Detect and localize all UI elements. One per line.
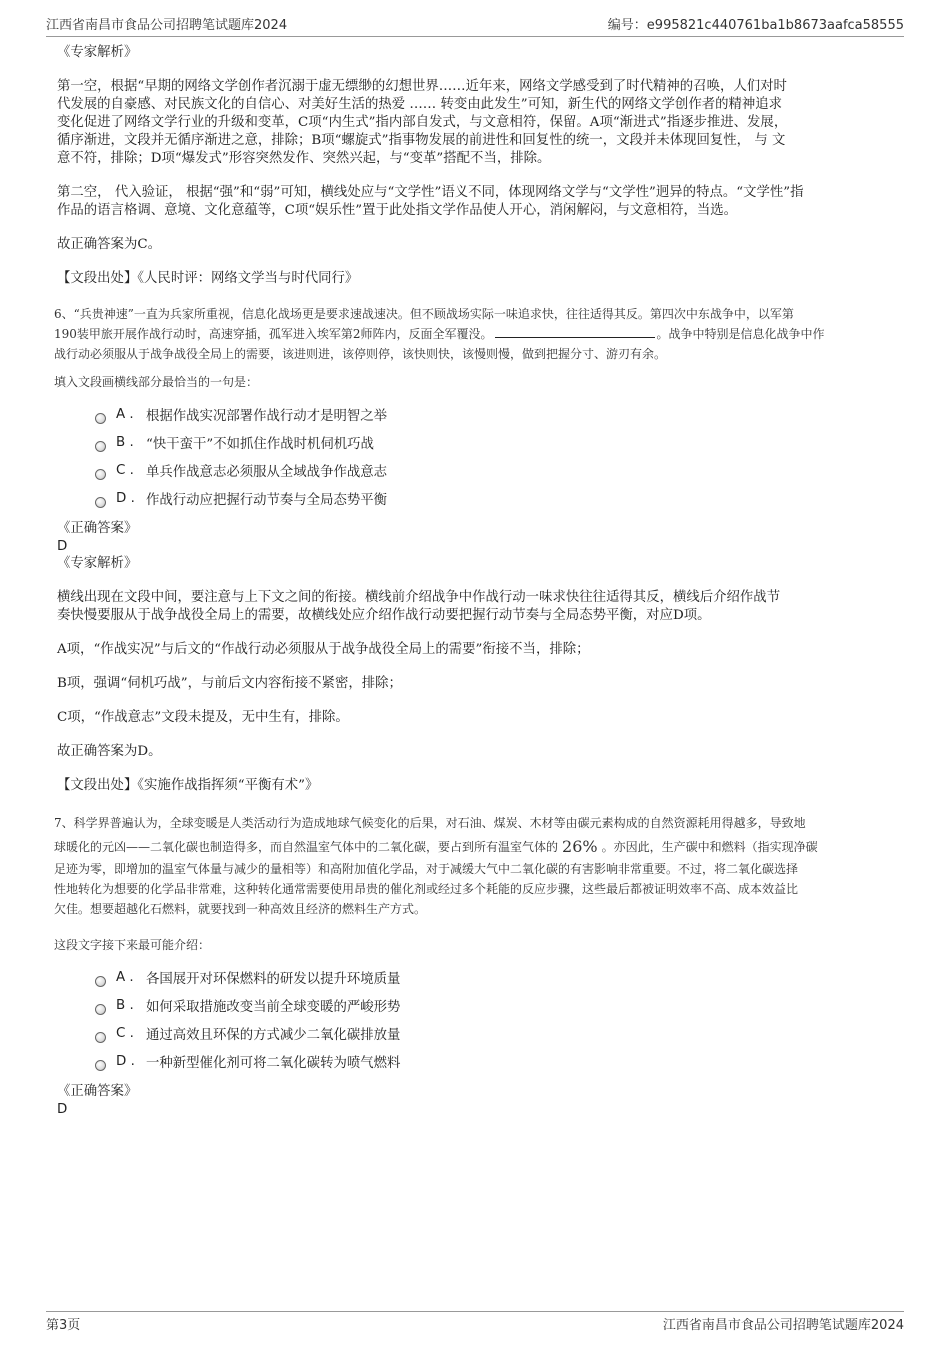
option-d[interactable]: D . 作战行动应把握行动节奏与全局态势平衡: [95, 484, 904, 512]
question-text: 7、科学界普遍认为，全球变暖是人类活动行为造成地球气候变化的后果，对石油、煤炭、木材等由碳元素构成的自然资源耗用得越多，导致地: [54, 816, 806, 830]
option-c-note: C项，“作战意志”文段未提及，无中生有，排除。: [57, 710, 349, 725]
page-footer: [46, 1311, 904, 1333]
radio-icon[interactable]: [95, 413, 106, 424]
question-7: 7、科学界普遍认为，全球变暖是人类活动行为造成地球气候变化的后果，对石油、煤炭、木材等由碳元素构成的自然资源耗用得越多，导致地 球暖化的元凶——二氧化碳也制造得多，而自然温室气体中的二氧化碳，要占到所有温室气体的 26% 。亦因此，生产碳中和燃料（指实现净碳 足迹为零，即增加的温室气体量与减少的量相等）和高附加值化学品，对于减缓大气中二氧化碳的有害影响非常重要。不过，将二氧化碳选择 性地转化为想要的化学品非常难，这种转化通常需要使用昂贵的催化剂或经过多个耗能的反应步骤，这些最后都被证明效率不高、成本效益比 欠佳。想要超越化石燃料，就要找到一种高效且经济的燃料生产方式。 这段文字接下来最可能介绍： A . 各国展开对环保燃料的研发以提升环境质量 B . 如何采取措施改变当前全球变暖的严峻形势 C . 通过高效且环保的方式减少二氧化碳排放量 D . 一种新型催化剂可将二氧化碳转为喷气燃料 《正确答案》 D: [57, 811, 904, 1118]
radio-icon[interactable]: [95, 441, 106, 452]
radio-icon[interactable]: [95, 497, 106, 508]
answer-options: [95, 963, 904, 1075]
answer-title: 《正确答案》: [57, 1084, 138, 1099]
correct-answer: D: [57, 539, 68, 554]
radio-icon[interactable]: [95, 469, 106, 480]
radio-icon[interactable]: [95, 1032, 106, 1043]
option-a-note: A项，“作战实况”与后文的“作战行动必须服从于战争战役全局上的需要”衔接不当，排除；: [57, 642, 590, 657]
page-header: [46, 14, 904, 37]
analysis-paragraph: 横线出现在文段中间，要注意与上下文之间的衔接。横线前介绍战争中作战行动一味求快往往适得其反，横线后介绍作战节 奏快慢要服从于战争战役全局上的需要，故横线处应介绍作战行动要把握行动节奏与全局态势平衡，对应D项。: [57, 590, 781, 623]
option-d[interactable]: D . 一种新型催化剂可将二氧化碳转为喷气燃料: [95, 1047, 904, 1075]
option-b-note: B项，强调“伺机巧战”，与前后文内容衔接不紧密，排除；: [57, 676, 402, 691]
option-c[interactable]: C . 单兵作战意志必须服从全域战争作战意志: [95, 456, 904, 484]
document-id: 编号：e995821c440761ba1b8673aafca58555: [607, 18, 904, 33]
source-citation: 【文段出处】《实施作战指挥须“平衡有术”》: [57, 778, 319, 793]
analysis-paragraph-2: 第二空， 代入验证， 根据“强”和“弱”可知，横线处应与“文学性”语义不同，体现网络文学与“文学性”迥异的特点。“文学性”指 作品的语言格调、意境、文化意蕴等，C项“娱乐性”置于此处指文学作品使人开心，消闲解闷，与文意相符，当选。: [57, 185, 804, 218]
option-b[interactable]: B . 如何采取措施改变当前全球变暖的严峻形势: [95, 991, 904, 1019]
page-content: [54, 44, 904, 1118]
footer-title: 江西省南昌市食品公司招聘笔试题库2024: [662, 1318, 904, 1333]
percent-value: 26%: [562, 837, 598, 856]
option-c[interactable]: C . 通过高效且环保的方式减少二氧化碳排放量: [95, 1019, 904, 1047]
question-6: 6、“兵贵神速”一直为兵家所重视，信息化战场更是要求速战速决。但不顾战场实际一味追求快，往往适得其反。第四次中东战争中，以军第 190装甲旅开展作战行动时，高速穿插，孤军进入埃军第2师阵内，反面全军覆没。 。战争中特别是信息化战争中作 战行动必须服从于战争战役全局上的需要，该进则进，该停则停，该快则快，该慢则慢，做到把握分寸、游刃有余。 填入文段画横线部分最恰当的一句是： A . 根据作战实况部署作战行动才是明智之举 B . “快干蛮干”不如抓住作战时机伺机巧战 C . 单兵作战意志必须服从全域战争作战意志 D . 作战行动应把握行动节奏与全局态势平衡 《正确答案》 D 《专家解析》 横线出现在文段中间，要注意与上下文之间的衔接。横线前介绍战争中作战行动一味求快往往适得其反，横线后介绍作战节 奏快慢要服从于战争战役全局上的需要，故横线处应介绍作战行动要把握行动节奏与全局态势平衡，对应D项。 A项，“作战实况”与后文的“作战行动必须服从于战争战役全局上的需要”衔接不当，排除； B项，强调“伺机巧战”，与前后文内容衔接不紧密，排除； C项，“作战意志”文段未提及，无中生有，排除。 故正确答案为D。 【文段出处】《实施作战指挥须“平衡有术”》: [57, 304, 904, 795]
analysis-title: 《专家解析》: [57, 45, 138, 60]
option-b[interactable]: B . “快干蛮干”不如抓住作战时机伺机巧战: [95, 428, 904, 456]
header-title: 江西省南昌市食品公司招聘笔试题库2024: [46, 18, 288, 33]
option-a[interactable]: A . 各国展开对环保燃料的研发以提升环境质量: [95, 963, 904, 991]
option-a[interactable]: A . 根据作战实况部署作战行动才是明智之举: [95, 400, 904, 428]
conclusion: 故正确答案为D。: [57, 744, 162, 759]
question-prompt: 这段文字接下来最可能介绍：: [54, 938, 211, 952]
question-text: 6、“兵贵神速”一直为兵家所重视，信息化战场更是要求速战速决。但不顾战场实际一味追求快，往往适得其反。第四次中东战争中，以军第: [54, 307, 794, 321]
correct-answer: D: [57, 1102, 68, 1117]
question-prompt: 填入文段画横线部分最恰当的一句是：: [54, 375, 259, 389]
answer-options: [95, 400, 904, 512]
radio-icon[interactable]: [95, 1060, 106, 1071]
source-citation: 【文段出处】《人民时评：网络文学当与时代同行》: [57, 271, 359, 286]
page-number: 第3页: [46, 1318, 81, 1333]
fill-blank: [495, 325, 655, 338]
analysis-title: 《专家解析》: [57, 556, 138, 571]
radio-icon[interactable]: [95, 1004, 106, 1015]
analysis-paragraph-1: 第一空，根据“早期的网络文学创作者沉溺于虚无缥缈的幻想世界……近年来，网络文学感受到了时代精神的召唤，人们对时 代发展的自豪感、对民族文化的自信心、对美好生活的热爱 …… 转变由此发生”可知，新生代的网络文学创作者的精神追求 变化促进了网络文学行业的升级和变革，C项“内生式”指内部自发式，与文意相符，保留。A项“渐进式”指逐步推进、发展， 循序渐进，文段并无循序渐进之意，排除；B项“螺旋式”指事物发展的前进性和回复性的统一，文段并未体现回复性， 与 文 意不符，排除；D项“爆发式”形容突然发作、突然兴起，与“变革”搭配不当，排除。: [57, 79, 788, 166]
radio-icon[interactable]: [95, 976, 106, 987]
answer-title: 《正确答案》: [57, 521, 138, 536]
conclusion: 故正确答案为C。: [57, 237, 161, 252]
